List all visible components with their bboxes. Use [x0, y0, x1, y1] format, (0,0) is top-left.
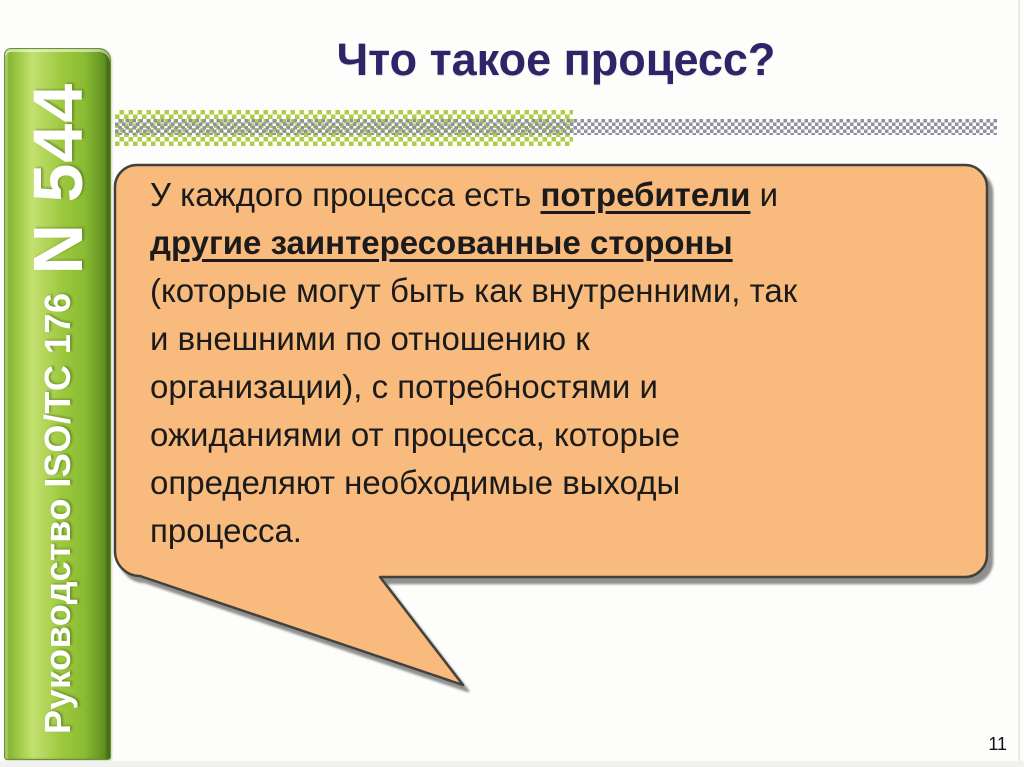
bubble-text-emphasis: другие заинтересованные стороны	[150, 224, 733, 261]
bubble-text-segment: (которые могут быть как внутренними, так	[150, 272, 798, 309]
page-title: Что такое процесс?	[336, 34, 776, 85]
page-number: 11	[988, 734, 1007, 754]
bubble-line	[150, 171, 975, 219]
bubble-line	[150, 459, 975, 507]
bubble-line	[150, 363, 975, 411]
slide-bottom-strip	[0, 761, 1024, 767]
bubble-text-segment: и внешними по отношению к	[150, 320, 590, 357]
bubble-line	[150, 219, 975, 267]
bubble-text-segment: ожиданиями от процесса, которые	[150, 416, 680, 453]
bubble-line	[150, 315, 975, 363]
sidebar-label-large: N 544	[18, 82, 97, 275]
bubble-text	[150, 171, 975, 555]
bubble-text-emphasis: потребители	[540, 176, 751, 213]
bubble-text-segment: организации), с потребностями и	[150, 368, 658, 405]
bubble-text-segment: У каждого процесса есть	[150, 176, 541, 213]
slide-right-edge	[1018, 0, 1020, 767]
bubble-text-segment: процесса.	[150, 512, 302, 549]
bubble-text-segment: определяют необходимые выходы	[150, 464, 681, 501]
bubble-line	[150, 267, 975, 315]
bubble-text-segment: и	[750, 176, 779, 213]
sidebar-label-small: Руководство ISO/TC 176	[36, 292, 78, 734]
bubble-line	[150, 411, 975, 459]
bubble-line	[150, 507, 975, 555]
